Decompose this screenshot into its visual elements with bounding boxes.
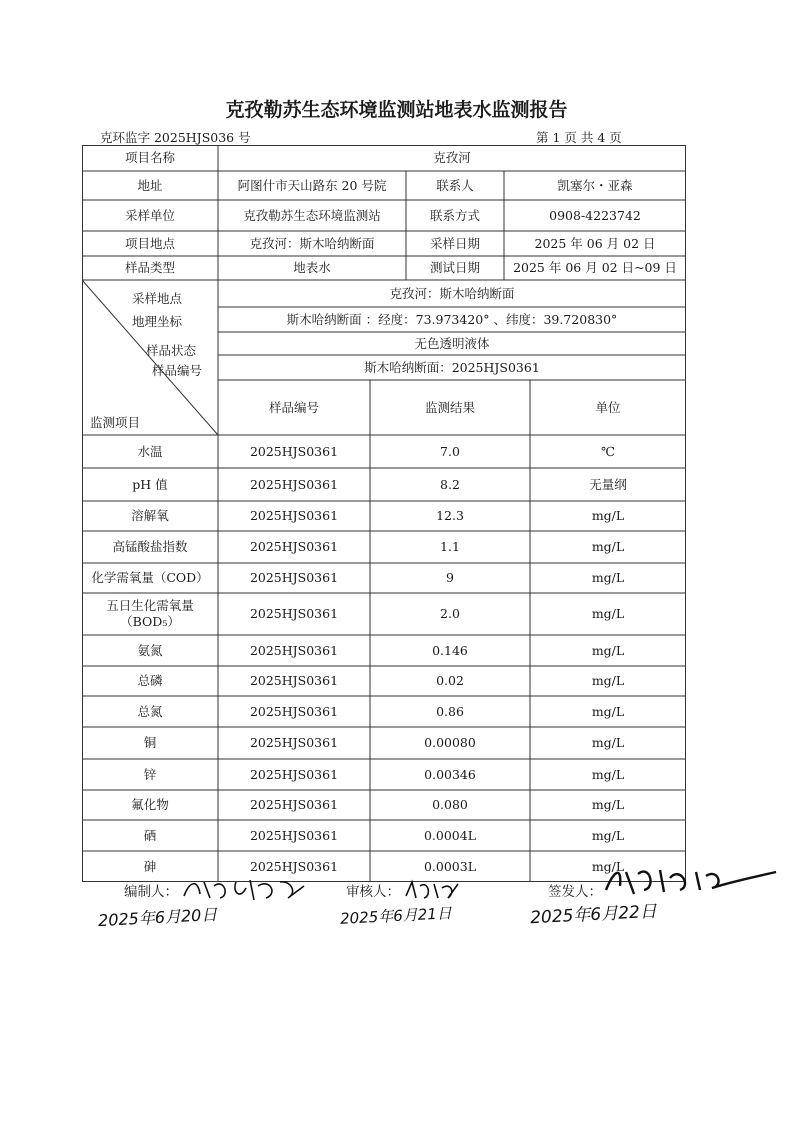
sampling-date-label: 采样日期 (429, 235, 480, 251)
result-item: 总磷 (137, 673, 163, 689)
result-sample: 2025HJS0361 (249, 443, 339, 459)
issuer-signature (600, 860, 780, 900)
result-item: 铜 (143, 735, 157, 751)
result-unit: mg/L (591, 642, 625, 658)
reviewer-signature (402, 878, 462, 902)
result-item-sub: （BOD₅） (120, 614, 180, 629)
result-item: 总氮 (137, 703, 163, 719)
diag-item-label: 监测项目 (90, 415, 141, 430)
result-sample: 2025HJS0361 (249, 642, 339, 658)
result-value: 7.0 (440, 443, 460, 459)
sampling-unit-label: 采样单位 (124, 207, 175, 223)
sampling-date-value: 2025 年 06 月 02 日 (534, 235, 656, 251)
reviewer-label: 审核人： (346, 884, 400, 900)
result-sample: 2025HJS0361 (249, 766, 339, 782)
result-value: 0.0003L (423, 858, 477, 874)
result-value: 2.0 (440, 606, 460, 622)
test-date-label: 测试日期 (429, 260, 480, 276)
result-item-bod (82, 593, 218, 635)
diag-site-label: 采样地点 (132, 291, 183, 306)
result-value: 8.2 (440, 476, 460, 492)
result-item: 五日生化需氧量 (106, 598, 194, 614)
result-unit: 无量纲 (589, 476, 627, 492)
result-sample: 2025HJS0361 (249, 606, 339, 622)
result-unit: ℃ (601, 443, 615, 459)
result-item: 氟化物 (131, 797, 169, 813)
col-result-header: 监测结果 (424, 399, 475, 415)
page-number: 第 1 页 共 4 页 (536, 130, 622, 145)
diag-sample-no-label: 样品编号 (152, 363, 203, 378)
sample-type-value: 地表水 (293, 260, 331, 276)
report-title: 克孜勒苏生态环境监测站地表水监测报告 (225, 99, 568, 121)
sample-state-value: 无色透明液体 (414, 335, 490, 351)
result-value: 9 (446, 570, 454, 586)
project-location-value: 克孜河：斯木哈纳断面 (249, 235, 375, 251)
contact-label: 联系人 (436, 177, 474, 193)
result-item: 水温 (137, 443, 163, 459)
contact-value: 凯塞尔・亚森 (557, 177, 633, 193)
result-value: 0.86 (436, 703, 464, 719)
compiler-label: 编制人： (124, 884, 178, 900)
result-sample: 2025HJS0361 (249, 508, 339, 524)
result-value: 0.080 (432, 797, 468, 813)
diag-state-label: 样品状态 (146, 343, 197, 358)
contact-method-label: 联系方式 (429, 207, 480, 223)
result-item: 锌 (143, 766, 157, 782)
issuer-date: 2025年6月22日 (529, 901, 658, 929)
result-item: 化学需氧量（COD） (91, 570, 209, 586)
result-unit: mg/L (591, 735, 625, 751)
result-value: 0.146 (432, 642, 468, 658)
reviewer-date: 2025年6月21日 (339, 904, 453, 928)
sample-type-label: 样品类型 (124, 260, 175, 276)
result-sample: 2025HJS0361 (249, 539, 339, 555)
result-value: 0.00346 (424, 766, 476, 782)
result-sample: 2025HJS0361 (249, 797, 339, 813)
sample-site-value: 克孜河：斯木哈纳断面 (389, 285, 515, 301)
result-item: 硒 (143, 827, 157, 843)
result-unit: mg/L (591, 797, 625, 813)
project-name-label: 项目名称 (124, 150, 175, 166)
col-unit-header: 单位 (595, 399, 621, 415)
result-sample: 2025HJS0361 (249, 703, 339, 719)
result-unit: mg/L (591, 766, 625, 782)
result-unit: mg/L (591, 539, 625, 555)
sample-number-value: 斯木哈纳断面：2025HJS0361 (364, 359, 540, 375)
result-sample: 2025HJS0361 (249, 735, 339, 751)
result-unit: mg/L (591, 606, 625, 622)
result-sample: 2025HJS0361 (249, 673, 339, 689)
sampling-unit-value: 克孜勒苏生态环境监测站 (243, 207, 381, 223)
address-label: 地址 (137, 177, 163, 193)
result-value: 0.02 (436, 673, 464, 689)
compiler-date: 2025年6月20日 (97, 904, 218, 931)
result-sample: 2025HJS0361 (249, 570, 339, 586)
report-table (82, 145, 686, 882)
result-unit: mg/L (591, 508, 625, 524)
compiler-signature (180, 876, 310, 904)
result-item: pH 值 (132, 476, 168, 492)
result-item: 溶解氧 (131, 508, 169, 524)
result-item: 氨氮 (137, 642, 163, 658)
result-value: 0.00080 (424, 735, 476, 751)
issuer-label: 签发人： (548, 884, 602, 900)
result-unit: mg/L (591, 858, 625, 874)
sample-coordinates-value: 斯木哈纳断面 ：经度：73.973420° 、纬度：39.720830° (286, 311, 618, 327)
result-value: 0.0004L (423, 827, 477, 843)
phone-value: 0908-4223742 (549, 207, 641, 223)
result-unit: mg/L (591, 827, 625, 843)
diag-coord-label: 地理坐标 (132, 314, 183, 329)
result-sample: 2025HJS0361 (249, 827, 339, 843)
document-number: 克环监字 2025HJS036 号 (100, 130, 251, 145)
result-item: 砷 (143, 858, 157, 874)
address-value: 阿图什市天山路东 20 号院 (237, 177, 387, 193)
result-item: 高锰酸盐指数 (112, 539, 188, 555)
result-unit: mg/L (591, 703, 625, 719)
test-date-value: 2025 年 06 月 02 日~09 日 (513, 260, 677, 276)
project-name-value: 克孜河 (433, 150, 471, 166)
result-unit: mg/L (591, 673, 625, 689)
result-value: 12.3 (436, 508, 464, 524)
result-unit: mg/L (591, 570, 625, 586)
result-value: 1.1 (440, 539, 460, 555)
col-sample-no-header: 样品编号 (268, 399, 319, 415)
result-sample: 2025HJS0361 (249, 858, 339, 874)
project-location-label: 项目地点 (124, 235, 175, 251)
result-sample: 2025HJS0361 (249, 476, 339, 492)
